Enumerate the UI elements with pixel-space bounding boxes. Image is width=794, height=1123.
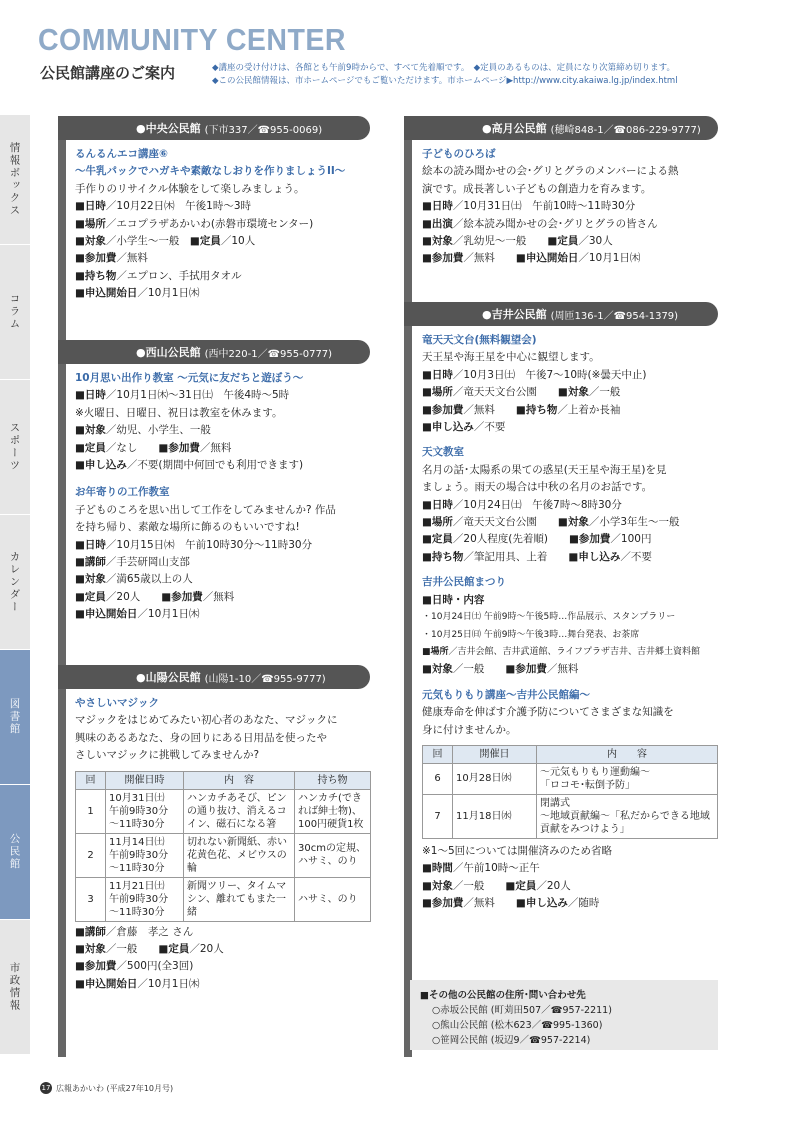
tab-library[interactable]: 図書館 bbox=[0, 650, 30, 785]
footer-text: 広報あかいわ (平成27年10月号) bbox=[56, 1083, 174, 1093]
footer bbox=[40, 1082, 173, 1094]
list-item: ○笹岡公民館 (坂辺9／☎957-2214) bbox=[432, 1035, 591, 1046]
sanyo-table: 回 開催日時 内 容 持ち物 1 10月31日㈯ 午前9時30分 ～11時30分 ハンカチあそび、ピンの通り抜け、消えるコイン、磁石になる箸 ハンカチ(できれば紳士物)、100円硬貨1枚 2 11月14日㈯ 午前9時30分 ～11時30分 切れない新聞紙、赤い花黄色花、メビウスの輪 30cmの定規、ハサミ、のり 3 11月21日㈯ 午前9時30分 ～11時30分 新聞ツリー、タイムマシン、離れてもまた一緒 ハサミ、のり bbox=[75, 771, 371, 922]
takatsuki-section: 子どものひろば 絵本の読み聞かせの会･グリとグラのメンバーによる熱 演です。成長著しい子どもの創造力を育みます。 ■日時／10月31日㈯ 午前10時～11時30分 ■出演／絵本読み聞かせの会･グリとグラの皆さん ■対象／乳幼児～一般 ■定員／30人 ■参加費／無料 ■申込開始日／10月1日㈭ bbox=[422, 148, 679, 265]
table-row: 1 10月31日㈯ 午前9時30分 ～11時30分 ハンカチあそび、ピンの通り抜け、消えるコイン、磁石になる箸 ハンカチ(できれば紳士物)、100円硬貨1枚 bbox=[76, 789, 371, 833]
tab-sports[interactable]: スポーツ bbox=[0, 380, 30, 515]
tab-calendar[interactable]: カレンダー bbox=[0, 515, 30, 650]
other-title: ■その他の公民館の住所･問い合わせ先 bbox=[420, 990, 586, 1001]
course-subtitle: ～牛乳パックでハガキや素敵なしおりを作りましょうII～ bbox=[75, 165, 346, 178]
table-row: 7 11月18日㈬ 閉講式 ～地域貢献編～「私だからできる地域貢献をみつけよう」 bbox=[423, 794, 718, 838]
header-notes bbox=[212, 62, 678, 88]
chuo-header: ●中央公民館 (下市337／☎955-0069) bbox=[58, 116, 370, 140]
page-title: COMMUNITY CENTER bbox=[38, 22, 346, 57]
column-bar bbox=[58, 127, 66, 1057]
sidebar bbox=[0, 115, 30, 1055]
sanyo-section: やさしいマジック マジックをはじめてみたい初心者のあなた、マジックに 興味のあるあなた、身の回りにある日用品を使ったや さしいマジックに挑戦してみませんか? 回 開催日時 内 容 持ち物 1 10月31日㈯ 午前9時30分 ～11時30分 ハンカチあそび、ピンの通り抜け、消えるコイン、磁石になる箸 ハンカチ(できれば紳士物)、100円硬貨1枚 2 11月14日㈯ 午前9時30分 ～11時30分 切れない新聞紙、赤い花黄色花、メビウスの輪 30cmの定規、ハサミ、のり 3 11月21日㈯ 午前9時30分 ～11時30分 新聞ツリー、タイムマシン、離れてもまた一緒 ハサミ、のり ■講師／倉藤 孝之 さん ■対象／一般 ■定員／20人 ■参加費／500円(全3回) ■申込開始日／10月1日㈭ bbox=[75, 695, 375, 993]
table-row: 3 11月21日㈯ 午前9時30分 ～11時30分 新聞ツリー、タイムマシン、離れてもまた一緒 ハサミ、のり bbox=[76, 877, 371, 921]
page-subtitle: 公民館講座のご案内 bbox=[40, 64, 176, 82]
tab-kominkan[interactable]: 公民館 bbox=[0, 785, 30, 920]
yoshii-header: ●吉井公民館 (周匝136-1／☎954-1379) bbox=[404, 302, 718, 326]
table-row: 6 10月28日㈬ ～元気もりもり運動編～ 「ロコモ･転倒予防」 bbox=[423, 763, 718, 794]
note-link[interactable]: ◆この公民館情報は、市ホームページでもご覧いただけます。市ホームページ▶http://www.city.akaiwa.lg.jp/index.html bbox=[212, 76, 678, 86]
tab-city-info[interactable]: 市政情報 bbox=[0, 920, 30, 1055]
list-item: ○熊山公民館 (松木623／☎995-1360) bbox=[432, 1020, 603, 1031]
yoshii-section: 竜天天文台(無料観望会) 天王星や海王星を中心に観望します。 ■日時／10月3日㈯ 午後7～10時(※曇天中止) ■場所／竜天天文台公園 ■対象／一般 ■参加費／無料 ■持ち物／上着か長袖 ■申し込み／不要 天文教室 名月の話･太陽系の果ての惑星(天王星や海王星)を見 ましょう。雨天の場合は中秋の名月のお話です。 ■日時／10月24日㈯ 午後7時～8時30分 ■場所／竜天天文台公園 ■対象／小学3年生～一般 ■定員／20人程度(先着順) ■参加費／100円 ■持ち物／筆記用具、上着 ■申し込み／不要 吉井公民館まつり ■日時・内容 ・10月24日㈯ 午前9時～午後5時…作品展示、スタンプラリー ・10月25日㈰ 午前9時～午後3時…舞台発表、お茶席 ■場所／吉井会館、吉井武道館、ライフプラザ吉井、吉井郷土資料館 ■対象／一般 ■参加費／無料 元気もりもり講座～吉井公民館編～ 健康寿命を伸ばす介護予防についてさまざまな知識を 身に付けませんか。 回 開催日 内 容 6 10月28日㈬ ～元気もりもり運動編～ 「ロコモ･転倒予防」 7 11月18日㈬ 閉講式 ～地域貢献編～「私だからできる地域貢献をみつけよう」 ※1～5回については開催済みのため省略 ■時間／午前10時～正午 ■対象／一般 ■定員／20人 ■参加費／無料 ■申し込み／随時 bbox=[422, 332, 722, 913]
note-line: ◆講座の受け付けは、各館とも午前9時からで、すべて先着順です。 ◆定員のあるものは、定員になり次第締め切ります。 bbox=[212, 63, 675, 73]
takatsuki-header: ●高月公民館 (穂崎848-1／☎086-229-9777) bbox=[404, 116, 718, 140]
course-title: るんるんエコ講座⑥ bbox=[75, 148, 168, 160]
chuo-section: るんるんエコ講座⑥ ～牛乳パックでハガキや素敵なしおりを作りましょうII～ 手作りのリサイクル体験をして楽しみましょう。 ■日時／10月22日㈭ 午後1時～3時 ■場所／エコプラザあかいわ(赤磐市環境センター) ■対象／小学生～一般 ■定員／10人 ■参加費／無料 ■持ち物／エプロン、手拭用タオル ■申込開始日／10月1日㈭ bbox=[75, 146, 375, 303]
page-number: 17 bbox=[41, 1084, 51, 1092]
other-kominkan-box bbox=[410, 980, 718, 1050]
course-desc: 手作りのリサイクル体験をして楽しみましょう。 bbox=[75, 182, 305, 195]
nishiyama-section: 10月思い出作り教室 ～元気に友だちと遊ぼう～ ■日時／10月1日㈭～31日㈯ 午後4時～5時 ※火曜日、日曜日、祝日は教室を休みます。 ■対象／幼児、小学生、一般 ■定員／なし ■参加費／無料 ■申し込み／不要(期間中何回でも利用できます) お年寄りの工作教室 子どものころを思い出して工作をしてみませんか? 作品 を持ち帰り、素敵な場所に飾るのもいいですね! ■日時／10月15日㈭ 午前10時30分～11時30分 ■講師／手芸研岡山支部 ■対象／満65歳以上の人 ■定員／20人 ■参加費／無料 ■申込開始日／10月1日㈭ bbox=[75, 372, 336, 621]
sanyo-header: ●山陽公民館 (山陽1-10／☎955-9777) bbox=[58, 665, 370, 689]
tab-info-box[interactable]: 情報ボックス bbox=[0, 115, 30, 245]
yoshii-table: 回 開催日 内 容 6 10月28日㈬ ～元気もりもり運動編～ 「ロコモ･転倒予防」 7 11月18日㈬ 閉講式 ～地域貢献編～「私だからできる地域貢献をみつけよう」 bbox=[422, 745, 718, 839]
table-row: 2 11月14日㈯ 午前9時30分 ～11時30分 切れない新聞紙、赤い花黄色花、メビウスの輪 30cmの定規、ハサミ、のり bbox=[76, 833, 371, 877]
nishiyama-header: ●西山公民館 (西中220-1／☎955-0777) bbox=[58, 340, 370, 364]
tab-column[interactable]: コラム bbox=[0, 245, 30, 380]
list-item: ○赤坂公民館 (町苅田507／☎957-2211) bbox=[432, 1005, 612, 1016]
column-bar bbox=[404, 127, 412, 1057]
